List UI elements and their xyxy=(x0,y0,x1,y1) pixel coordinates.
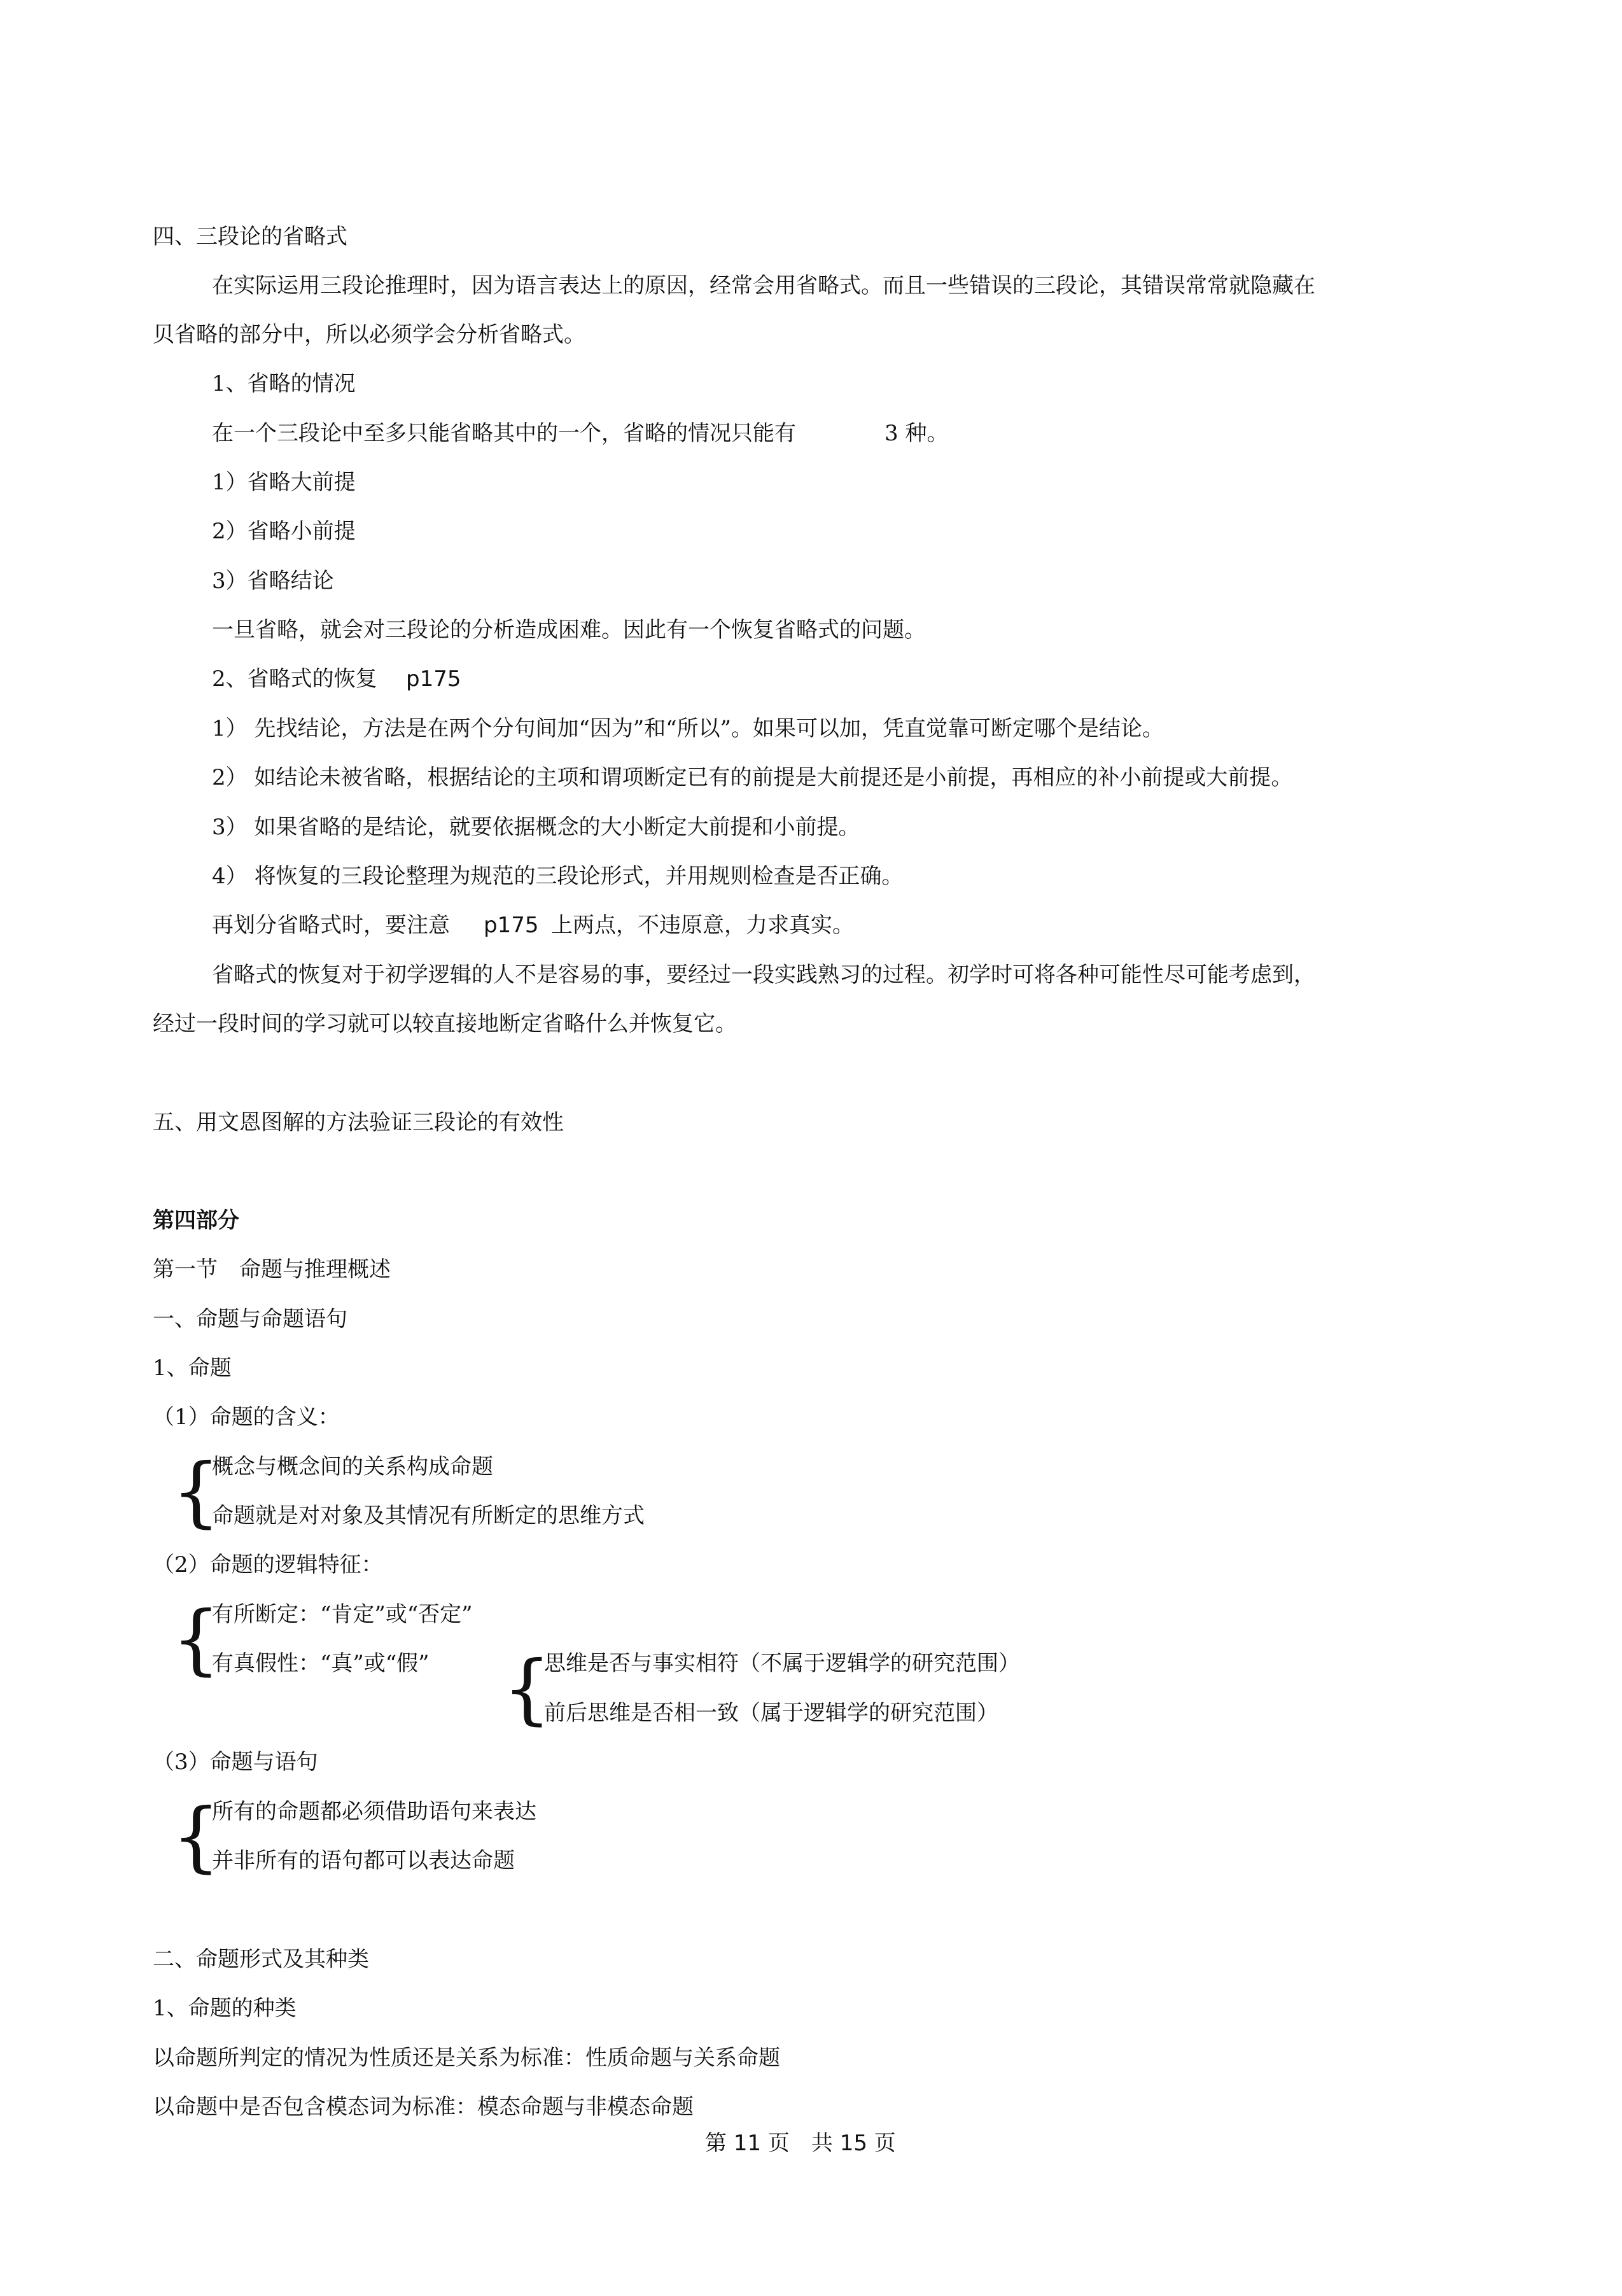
brace-item: 思维是否与事实相符（不属于逻辑学的研究范围） xyxy=(544,1651,1020,1676)
brace-item: 并非所有的语句都可以表达命题 xyxy=(212,1848,515,1873)
list-item: 2）省略小前提 xyxy=(212,519,356,544)
paragraph-line: 贝省略的部分中，所以必须学会分析省略式。 xyxy=(153,322,585,347)
brace-icon: { xyxy=(172,1595,221,1684)
subheading: 1、省略的情况 xyxy=(212,371,356,396)
part-heading: 第四部分 xyxy=(153,1208,239,1233)
brace-icon: { xyxy=(172,1793,221,1881)
brace-item: 有所断定：“肯定”或“否定” xyxy=(212,1602,473,1627)
meaning-title: （1）命题的含义： xyxy=(153,1404,340,1430)
paragraph-line: 在一个三段论中至多只能省略其中的一个，省略的情况只能有 xyxy=(212,421,796,446)
section-heading: 四、三段论的省略式 xyxy=(153,224,347,249)
list-item: 2） 如结论未被省略，根据结论的主项和谓项断定已有的前提是大前提还是小前提，再相应的补小前提或大前提。 xyxy=(212,765,1293,790)
page-reference: p175 xyxy=(406,666,461,692)
footer-prefix: 第 xyxy=(705,2131,727,2156)
paragraph-line-suffix: 3 种。 xyxy=(884,421,949,446)
page-footer xyxy=(705,2129,896,2157)
paragraph-line: 以命题所判定的情况为性质还是关系为标准：性质命题与关系命题 xyxy=(153,2045,780,2071)
paragraph-line: 一旦省略，就会对三段论的分析造成困难。因此有一个恢复省略式的问题。 xyxy=(212,617,926,643)
brace-item: 前后思维是否相一致（属于逻辑学的研究范围） xyxy=(544,1700,998,1726)
footer-middle: 页 共 xyxy=(767,2131,833,2156)
list-item: 4） 将恢复的三段论整理为规范的三段论形式，并用规则检查是否正确。 xyxy=(212,864,904,889)
section-heading: 五、用文恩图解的方法验证三段论的有效性 xyxy=(153,1110,564,1135)
section-title: 第一节 命题与推理概述 xyxy=(153,1257,391,1282)
footer-current-page: 11 xyxy=(733,2131,762,2156)
brace-item: 命题就是对对象及其情况有所断定的思维方式 xyxy=(212,1503,645,1529)
subheading: 一、命题与命题语句 xyxy=(153,1306,347,1332)
paragraph-line: 再划分省略式时，要注意 xyxy=(212,913,450,938)
footer-total-pages: 15 xyxy=(839,2131,867,2156)
brace-item: 概念与概念间的关系构成命题 xyxy=(212,1454,493,1480)
list-item: 1） 先找结论，方法是在两个分句间加“因为”和“所以”。如果可以加，凭直觉靠可断定哪个是结论。 xyxy=(212,716,1164,741)
subheading: 二、命题形式及其种类 xyxy=(153,1947,369,1972)
brace-item: 所有的命题都必须借助语句来表达 xyxy=(212,1799,536,1824)
brace-icon: { xyxy=(503,1645,552,1733)
subheading: 2、省略式的恢复 xyxy=(212,666,377,692)
brace-item: 有真假性：“真”或“假” xyxy=(212,1651,430,1676)
list-item: 1）省略大前提 xyxy=(212,470,356,495)
subheading: 1、命题的种类 xyxy=(153,1996,297,2021)
brace-icon: { xyxy=(172,1448,221,1536)
paragraph-line: 以命题中是否包含模态词为标准：模态命题与非模态命题 xyxy=(153,2094,694,2120)
paragraph-line: 上两点，不违原意，力求真实。 xyxy=(551,913,854,938)
paragraph-line: 经过一段时间的学习就可以较直接地断定省略什么并恢复它。 xyxy=(153,1011,737,1037)
paragraph-line: 在实际运用三段论推理时，因为语言表达上的原因，经常会用省略式。而且一些错误的三段论，其错误常常就隐藏在 xyxy=(212,273,1315,298)
subheading: 1、命题 xyxy=(153,1355,232,1381)
language-title: （3）命题与语句 xyxy=(153,1749,318,1775)
footer-suffix: 页 xyxy=(874,2131,896,2156)
paragraph-line: 省略式的恢复对于初学逻辑的人不是容易的事，要经过一段实践熟习的过程。初学时可将各种可能性尽可能考虑到， xyxy=(212,962,1315,988)
list-item: 3） 如果省略的是结论，就要依据概念的大小断定大前提和小前提。 xyxy=(212,815,860,840)
features-title: （2）命题的逻辑特征： xyxy=(153,1552,383,1578)
page-reference: p175 xyxy=(484,913,539,938)
list-item: 3）省略结论 xyxy=(212,568,334,594)
